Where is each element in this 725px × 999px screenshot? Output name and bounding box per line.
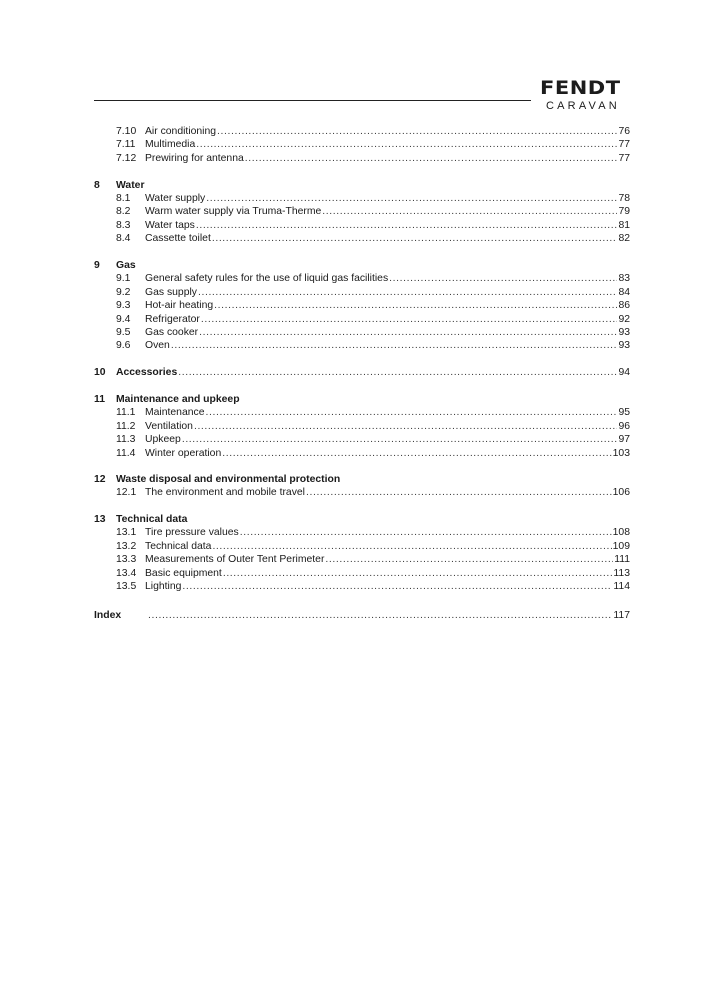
section-title: Gas — [116, 260, 136, 271]
leader-dots — [206, 406, 618, 419]
toc-entry-page: 84 — [618, 286, 630, 298]
toc-entry-title: Measurements of Outer Tent Perimeter — [145, 554, 325, 566]
leader-dots — [322, 205, 617, 218]
toc-entry-page: 108 — [612, 527, 630, 539]
toc-entry-number: 8.4 — [116, 233, 131, 245]
toc-entry-title: Water supply — [145, 193, 206, 204]
toc-entry-page: 79 — [618, 206, 630, 218]
toc-entry-title: Tire pressure values — [145, 527, 239, 539]
toc-entry[interactable] — [94, 447, 630, 460]
logo-sub: CARAVAN — [546, 100, 620, 112]
section-number: 13 — [94, 514, 106, 525]
section-title: Accessories — [116, 367, 178, 378]
leader-dots — [389, 272, 617, 285]
toc-entry-page: 83 — [618, 273, 630, 285]
toc-entry-title: Oven — [145, 340, 170, 352]
leader-dots — [182, 580, 612, 593]
section-title: Waste disposal and environmental protection — [116, 474, 341, 485]
toc-entry-title: Basic equipment — [145, 567, 222, 579]
leader-dots — [206, 192, 617, 205]
toc-entry[interactable] — [94, 339, 630, 352]
toc-entry-page: 97 — [618, 434, 630, 446]
toc-entry-title: General safety rules for the use of liquid gas facilities — [145, 273, 389, 285]
leader-dots — [178, 366, 617, 379]
section-number: 12 — [94, 474, 106, 485]
toc-entry-title: Gas supply — [145, 286, 197, 298]
toc-entry[interactable] — [94, 567, 630, 580]
section-number: 9 — [94, 260, 100, 271]
toc-entry-title: Lighting — [145, 581, 182, 592]
toc-entry-page: 93 — [618, 340, 630, 352]
toc-entry-number: 9.3 — [116, 300, 131, 312]
toc-entry[interactable] — [94, 326, 630, 339]
toc-entry-number: 11.2 — [116, 420, 136, 432]
leader-dots — [201, 313, 618, 326]
leader-dots — [182, 433, 618, 446]
toc-entry-number: 9.4 — [116, 313, 131, 325]
toc-entry-title: Upkeep — [145, 434, 181, 446]
section-number: 10 — [94, 367, 106, 378]
toc-entry-title: Winter operation — [145, 447, 222, 459]
toc-index-entry[interactable] — [94, 609, 630, 622]
toc-entry-page: 82 — [618, 233, 630, 245]
toc-entry[interactable] — [94, 486, 630, 499]
toc-entry-title: Prewiring for antenna — [145, 152, 244, 164]
toc-entry-page: 117 — [613, 610, 630, 621]
toc-entry-page: 93 — [618, 327, 630, 338]
toc-entry-number: 11.4 — [116, 447, 136, 459]
toc-entry-number: 11.1 — [116, 407, 136, 419]
leader-dots — [217, 125, 617, 138]
toc-entry[interactable] — [94, 286, 630, 299]
leader-dots — [196, 138, 617, 151]
toc-entry[interactable] — [94, 526, 630, 539]
toc-entry-title: Warm water supply via Truma-Therme — [145, 206, 322, 218]
toc-entry-page: 92 — [618, 313, 630, 325]
toc-entry[interactable] — [94, 232, 630, 245]
toc-entry-number: 13.2 — [116, 540, 137, 552]
toc-entry-number: 7.10 — [116, 126, 137, 137]
leader-dots — [212, 232, 618, 245]
toc-entry[interactable] — [94, 125, 630, 138]
leader-dots — [198, 286, 617, 299]
leader-dots — [171, 339, 618, 352]
section-title: Technical data — [116, 514, 188, 525]
section-number: 8 — [94, 179, 100, 191]
toc-entry-title: Water taps — [145, 219, 195, 231]
toc-entry-page: 77 — [618, 139, 630, 151]
header-rule — [94, 100, 531, 101]
toc-entry-number: 8.3 — [116, 219, 131, 231]
logo-brand: FENDT — [540, 77, 621, 99]
toc-entry-number: 11.3 — [116, 434, 136, 446]
toc-entry-title: Ventilation — [145, 420, 193, 432]
toc-entry[interactable] — [94, 553, 630, 566]
toc-section-heading[interactable] — [94, 393, 630, 406]
leader-dots — [240, 526, 612, 539]
toc-entry-page: 86 — [618, 300, 630, 312]
toc-entry[interactable] — [94, 272, 630, 285]
toc-entry[interactable] — [94, 313, 630, 326]
toc-entry-page: 77 — [618, 152, 630, 164]
leader-dots — [212, 540, 611, 553]
toc-entry-page: 113 — [613, 567, 630, 579]
toc-entry[interactable] — [94, 420, 630, 433]
toc-entry-page: 95 — [618, 407, 630, 419]
leader-dots — [148, 609, 612, 622]
toc-entry-page: 76 — [618, 126, 630, 137]
toc-entry[interactable] — [94, 580, 630, 593]
toc-entry[interactable] — [94, 406, 630, 419]
toc-entry-page: 106 — [612, 487, 630, 499]
toc-section-heading[interactable] — [94, 513, 630, 526]
toc-entry[interactable] — [94, 299, 630, 312]
toc-entry-number: 9.5 — [116, 327, 131, 338]
toc-entry-number: 7.12 — [116, 152, 137, 164]
toc-section-entry[interactable] — [94, 366, 630, 379]
toc-entry-title: Multimedia — [145, 139, 196, 151]
leader-dots — [196, 219, 618, 232]
toc-entry-page: 111 — [614, 554, 630, 566]
toc-entry-number: 9.6 — [116, 340, 131, 352]
toc-entry-page: 81 — [618, 219, 630, 231]
leader-dots — [199, 326, 617, 339]
index-title: Index — [94, 610, 122, 621]
leader-dots — [222, 447, 611, 460]
toc-entry-title: Gas cooker — [145, 327, 199, 338]
toc-entry-number: 13.5 — [116, 581, 137, 592]
toc-entry[interactable] — [94, 152, 630, 165]
leader-dots — [325, 553, 613, 566]
leader-dots — [223, 567, 613, 580]
toc-entry-title: The environment and mobile travel — [145, 487, 305, 499]
fendt-caravan-logo — [540, 78, 632, 112]
toc-entry-page: 96 — [618, 420, 630, 432]
toc-entry-number: 9.1 — [116, 273, 131, 285]
toc-entry-title: Cassette toilet — [145, 233, 211, 245]
leader-dots — [306, 486, 612, 499]
toc-entry-number: 8.1 — [116, 193, 131, 204]
toc-entry-title: Air conditioning — [145, 126, 217, 137]
toc-section-heading[interactable] — [94, 179, 630, 192]
toc-section-heading[interactable] — [94, 473, 630, 486]
toc-entry-page: 78 — [618, 193, 630, 204]
toc-entry-page: 109 — [612, 540, 630, 552]
leader-dots — [214, 299, 617, 312]
toc-entry[interactable] — [94, 219, 630, 232]
section-number: 11 — [94, 394, 105, 405]
toc-entry-number: 13.4 — [116, 567, 137, 579]
toc-entry-number: 13.1 — [116, 527, 137, 539]
toc-entry-page: 114 — [613, 581, 630, 592]
section-title: Maintenance and upkeep — [116, 394, 240, 405]
toc-entry[interactable] — [94, 205, 630, 218]
leader-dots — [194, 420, 617, 433]
toc-entry-number: 12.1 — [116, 487, 137, 499]
toc-entry-number: 9.2 — [116, 286, 131, 298]
toc-entry-page: 103 — [612, 447, 630, 459]
toc-entry-title: Maintenance — [145, 407, 205, 419]
toc-entry-title: Refrigerator — [145, 313, 200, 325]
toc-entry-number: 8.2 — [116, 206, 131, 218]
toc-section-heading[interactable] — [94, 259, 630, 272]
leader-dots — [245, 152, 618, 165]
toc-entry-title: Technical data — [145, 540, 212, 552]
toc-entry[interactable] — [94, 192, 630, 205]
toc-entry[interactable] — [94, 433, 630, 446]
toc-entry-page: 94 — [618, 367, 630, 378]
toc-entry-title: Hot-air heating — [145, 300, 214, 312]
section-title: Water — [116, 179, 145, 191]
toc-entry[interactable] — [94, 540, 630, 553]
toc-entry-number: 13.3 — [116, 554, 137, 566]
toc-entry-number: 7.11 — [116, 139, 136, 151]
toc-entry[interactable] — [94, 138, 630, 151]
